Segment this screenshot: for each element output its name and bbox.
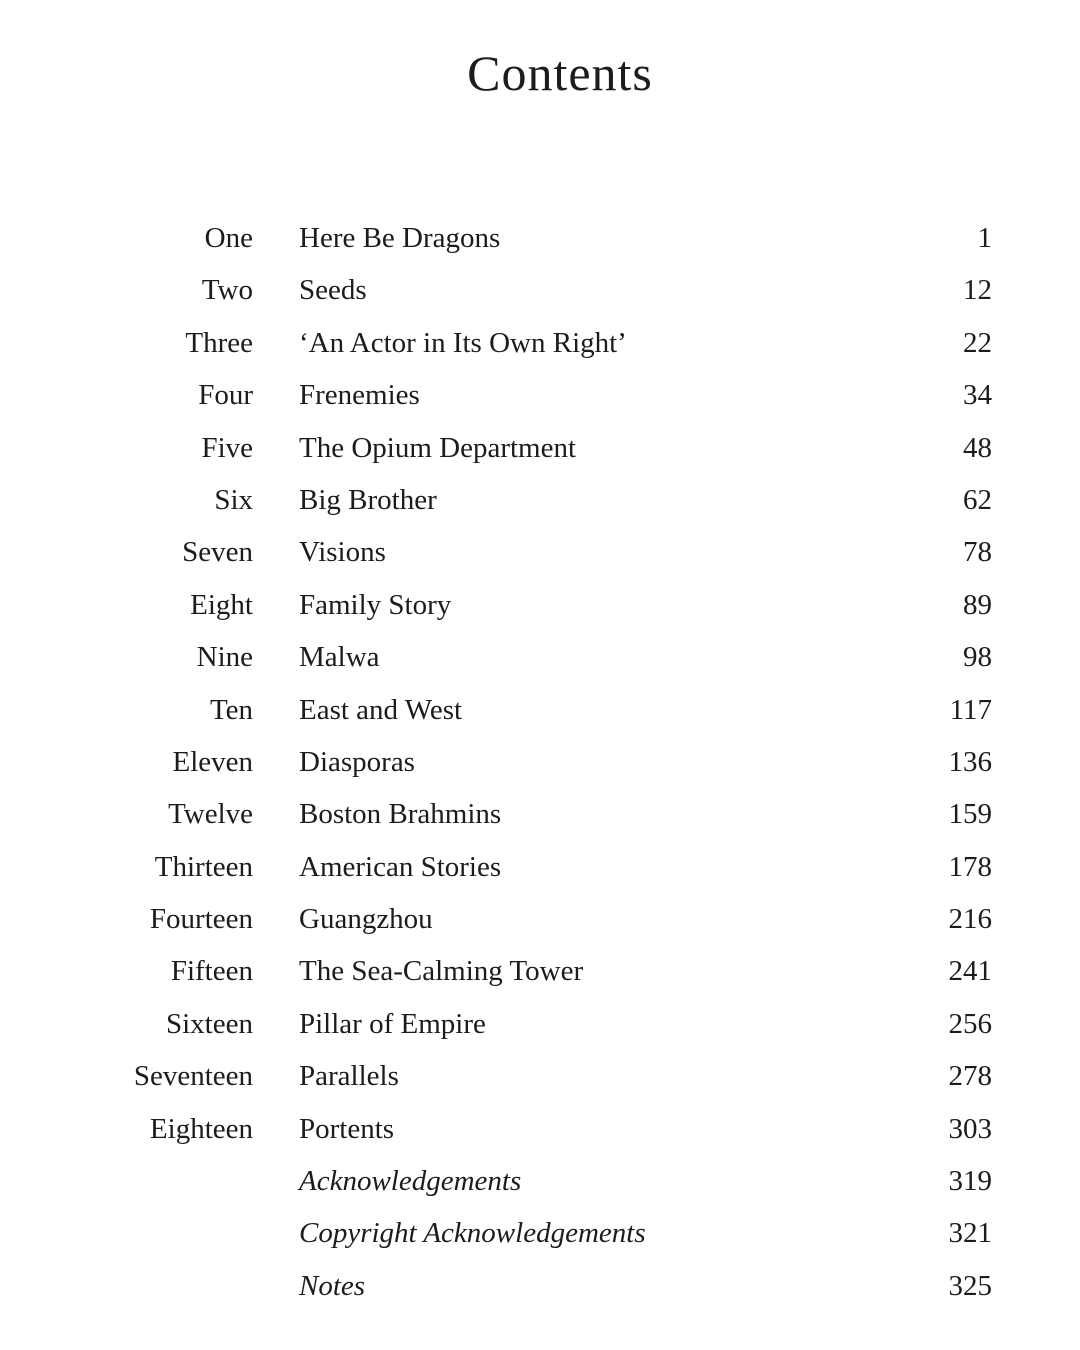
page-number: 117 (949, 693, 992, 726)
page-number: 12 (963, 274, 992, 307)
chapter-title: ‘An Actor in Its Own Right’ (299, 326, 627, 359)
page-number: 319 (948, 1165, 992, 1198)
chapter-title: East and West (299, 693, 463, 726)
back-matter-entry (0, 1260, 1080, 1312)
page-number: 89 (963, 588, 992, 621)
chapter-number: Six (214, 483, 253, 516)
page-number: 136 (948, 745, 992, 778)
chapter-entry (0, 893, 1080, 945)
chapter-entry (0, 369, 1080, 421)
chapter-title: Seeds (299, 274, 367, 307)
chapter-number: Fifteen (170, 955, 253, 988)
page-number: 303 (948, 1112, 992, 1145)
chapter-title: Here Be Dragons (299, 222, 501, 254)
chapter-number: Eleven (172, 745, 253, 778)
back-matter-title: Copyright Acknowledgements (299, 1217, 646, 1250)
chapter-title: Diasporas (299, 745, 415, 778)
chapter-number: Nine (196, 641, 253, 674)
page-number: 34 (963, 379, 992, 412)
chapter-title: Parallels (299, 1060, 399, 1093)
chapter-title: The Sea-Calming Tower (299, 955, 584, 988)
chapter-entry (0, 736, 1080, 788)
chapter-title: American Stories (299, 850, 502, 883)
chapter-number: Two (201, 274, 253, 307)
page-number: 256 (948, 1007, 992, 1040)
page-number: 241 (948, 955, 992, 988)
page-title: Contents (467, 45, 653, 101)
chapter-number: Twelve (168, 798, 253, 831)
chapter-entry (0, 945, 1080, 997)
chapter-entry (0, 841, 1080, 893)
chapter-entry (0, 474, 1080, 526)
chapter-entry (0, 1050, 1080, 1102)
chapter-number: Fourteen (149, 903, 253, 936)
table-of-contents (0, 212, 1080, 1312)
chapter-title: Pillar of Empire (299, 1007, 486, 1040)
chapter-number: Sixteen (166, 1007, 253, 1040)
chapter-number: Ten (209, 693, 253, 726)
back-matter-title: Notes (299, 1269, 366, 1302)
page-number: 22 (963, 326, 992, 359)
chapter-entry (0, 526, 1080, 578)
page-number: 178 (948, 850, 992, 883)
chapter-entry (0, 422, 1080, 474)
page-number: 78 (963, 536, 992, 569)
chapter-title: Portents (299, 1112, 395, 1145)
chapter-number: Seventeen (133, 1060, 253, 1093)
chapter-title: Big Brother (299, 483, 437, 516)
page-number: 159 (948, 798, 992, 831)
chapter-entry (0, 1103, 1080, 1155)
chapter-number: Five (201, 431, 253, 464)
chapter-entry (0, 631, 1080, 683)
chapter-title: Malwa (299, 641, 380, 674)
chapter-entry (0, 317, 1080, 369)
chapter-title: Family Story (299, 588, 452, 621)
chapter-entry (0, 684, 1080, 736)
page-number: 48 (963, 431, 992, 464)
chapter-entry (0, 212, 1080, 264)
page-number: 98 (963, 641, 992, 674)
chapter-title: The Opium Department (299, 431, 577, 464)
chapter-number: Seven (182, 536, 253, 569)
chapter-number: One (204, 222, 253, 254)
chapter-number: Eight (190, 588, 253, 621)
chapter-number: Thirteen (154, 850, 253, 883)
page-number: 321 (948, 1217, 992, 1250)
chapter-number: Eighteen (149, 1112, 253, 1145)
back-matter-title: Acknowledgements (299, 1165, 522, 1198)
page-number: 1 (977, 222, 992, 254)
chapter-title: Frenemies (299, 379, 420, 412)
page-number: 62 (963, 483, 992, 516)
page-number: 325 (948, 1269, 992, 1302)
chapter-entry (0, 579, 1080, 631)
chapter-entry (0, 788, 1080, 840)
chapter-entry (0, 998, 1080, 1050)
chapter-entry (0, 264, 1080, 316)
page-number: 216 (948, 903, 992, 936)
chapter-title: Guangzhou (299, 903, 433, 936)
page-number: 278 (948, 1060, 992, 1093)
chapter-number: Four (198, 379, 253, 412)
back-matter-entry (0, 1155, 1080, 1207)
back-matter-entry (0, 1207, 1080, 1259)
chapter-title: Boston Brahmins (299, 798, 502, 831)
chapter-number: Three (185, 326, 253, 359)
chapter-title: Visions (299, 536, 386, 569)
